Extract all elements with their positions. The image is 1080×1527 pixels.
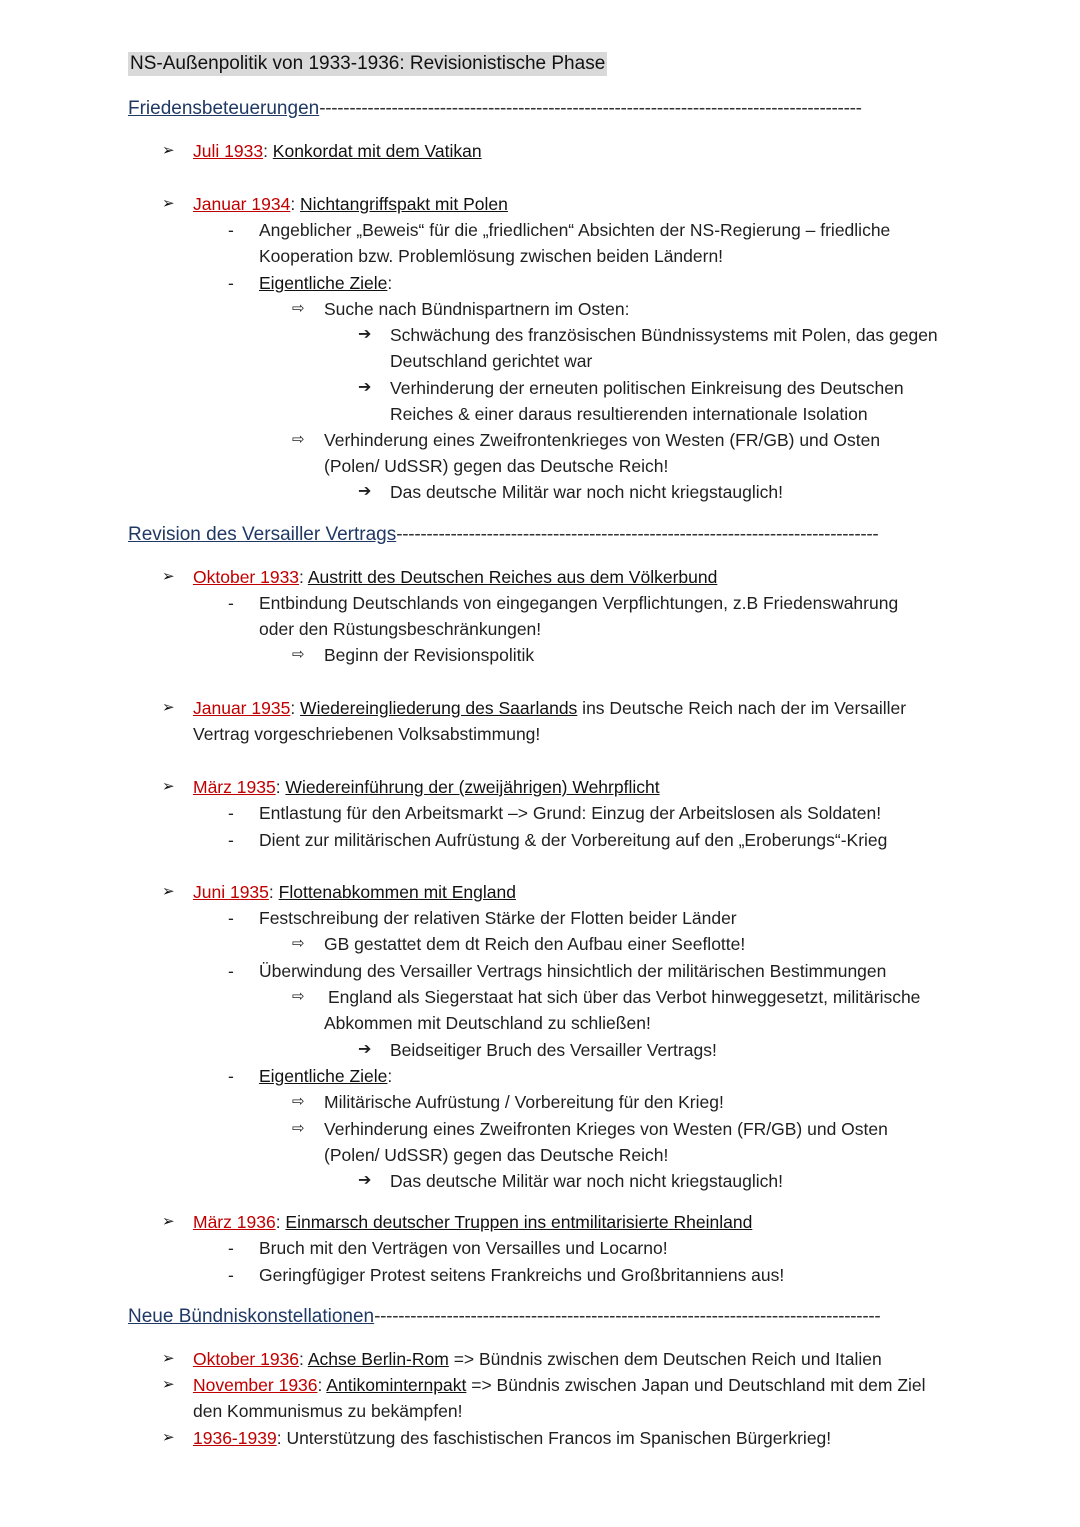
dash-bullet: - xyxy=(228,220,234,240)
dash-bullet: - xyxy=(228,803,234,823)
dash-bullet: - xyxy=(228,1066,234,1086)
text-line: Dient zur militärischen Aufrüstung & der Vorbereitung auf den „Eroberungs“-Krieg xyxy=(259,830,888,850)
goals-label: Eigentliche Ziele: xyxy=(259,1066,393,1086)
bold-arrow-icon: ➔ xyxy=(358,379,372,396)
text-line: Beidseitiger Bruch des Versailler Vertrags! xyxy=(390,1040,717,1060)
text-line: Festschreibung der relativen Stärke der Flotten beider Länder xyxy=(259,908,737,928)
triangle-bullet-icon: ➢ xyxy=(162,883,175,900)
event-oktober-1933: Oktober 1933: Austritt des Deutschen Reiches aus dem Völkerbund xyxy=(193,567,718,587)
text-line: Deutschland gerichtet war xyxy=(390,351,593,371)
text-line: GB gestattet dem dt Reich den Aufbau einer Seeflotte! xyxy=(324,934,746,954)
arrow-right-icon: ⇨ xyxy=(292,300,305,317)
text-line: Das deutsche Militär war noch nicht kriegstauglich! xyxy=(390,482,783,502)
text-line: England als Siegerstaat hat sich über das Verbot hinweggesetzt, militärische xyxy=(328,987,921,1007)
arrow-right-icon: ⇨ xyxy=(292,935,305,952)
text-line: Militärische Aufrüstung / Vorbereitung für den Krieg! xyxy=(324,1092,724,1112)
event-oktober-1936: Oktober 1936: Achse Berlin-Rom => Bündnis zwischen dem Deutschen Reich und Italien xyxy=(193,1349,882,1369)
text-line: Kooperation bzw. Problemlösung zwischen beiden Ländern! xyxy=(259,246,724,266)
triangle-bullet-icon: ➢ xyxy=(162,568,175,585)
text-line: oder den Rüstungsbeschränkungen! xyxy=(259,619,542,639)
text-line: Verhinderung eines Zweifronten Krieges von Westen (FR/GB) und Osten xyxy=(324,1119,888,1139)
text-line: den Kommunismus zu bekämpfen! xyxy=(193,1401,463,1421)
bold-arrow-icon: ➔ xyxy=(358,483,372,500)
event-januar-1934: Januar 1934: Nichtangriffspakt mit Polen xyxy=(193,194,508,214)
dash-bullet: - xyxy=(228,908,234,928)
page-title: NS-Außenpolitik von 1933-1936: Revisionistische Phase xyxy=(130,53,606,74)
text-line: Reiches & einer daraus resultierenden internationale Isolation xyxy=(390,404,868,424)
text-line: Verhinderung der erneuten politischen Einkreisung des Deutschen xyxy=(390,378,904,398)
text-line: Das deutsche Militär war noch nicht kriegstauglich! xyxy=(390,1171,783,1191)
event-maerz-1936: März 1936: Einmarsch deutscher Truppen ins entmilitarisierte Rheinland xyxy=(193,1212,753,1232)
bold-arrow-icon: ➔ xyxy=(358,326,372,343)
dash-bullet: - xyxy=(228,1238,234,1258)
event-november-1936: November 1936: Antikominternpakt => Bündnis zwischen Japan und Deutschland mit dem Ziel xyxy=(193,1375,926,1395)
text-line: Abkommen mit Deutschland zu schließen! xyxy=(324,1013,651,1033)
section-heading-buendnisse: Neue Bündniskonstellationen------------------------------------------------------------------------------------ xyxy=(128,1306,881,1327)
text-line: Beginn der Revisionspolitik xyxy=(324,645,535,665)
arrow-right-icon: ⇨ xyxy=(292,988,305,1005)
goals-label: Eigentliche Ziele: xyxy=(259,273,393,293)
triangle-bullet-icon: ➢ xyxy=(162,1429,175,1446)
text-line: (Polen/ UdSSR) gegen das Deutsche Reich! xyxy=(324,456,669,476)
text-line: Verhinderung eines Zweifrontenkrieges von Westen (FR/GB) und Osten xyxy=(324,430,881,450)
arrow-right-icon: ⇨ xyxy=(292,1093,305,1110)
triangle-bullet-icon: ➢ xyxy=(162,1350,175,1367)
arrow-right-icon: ⇨ xyxy=(292,646,305,663)
section-heading-revision: Revision des Versailler Vertrags-------------------------------------------------------------------------------- xyxy=(128,524,879,545)
arrow-right-icon: ⇨ xyxy=(292,431,305,448)
dash-bullet: - xyxy=(228,961,234,981)
bold-arrow-icon: ➔ xyxy=(358,1172,372,1189)
text-line: Angeblicher „Beweis“ für die „friedlichen“ Absichten der NS-Regierung – friedliche xyxy=(259,220,891,240)
bold-arrow-icon: ➔ xyxy=(358,1041,372,1058)
text-line: (Polen/ UdSSR) gegen das Deutsche Reich! xyxy=(324,1145,669,1165)
triangle-bullet-icon: ➢ xyxy=(162,778,175,795)
event-juni-1935: Juni 1935: Flottenabkommen mit England xyxy=(193,882,516,902)
text-line: Entlastung für den Arbeitsmarkt –> Grund: Einzug der Arbeitslosen als Soldaten! xyxy=(259,803,882,823)
dash-bullet: - xyxy=(228,830,234,850)
text-line: Entbindung Deutschlands von eingegangen Verpflichtungen, z.B Friedenswahrung xyxy=(259,593,899,613)
section-heading-friedensbeteuerungen: Friedensbeteuerungen------------------------------------------------------------------------------------------ xyxy=(128,98,862,119)
text-line: Geringfügiger Protest seitens Frankreichs und Großbritanniens aus! xyxy=(259,1265,785,1285)
text-line: Vertrag vorgeschriebenen Volksabstimmung! xyxy=(193,724,541,744)
event-1936-1939: 1936-1939: Unterstützung des faschistischen Francos im Spanischen Bürgerkrieg! xyxy=(193,1428,832,1448)
triangle-bullet-icon: ➢ xyxy=(162,1376,175,1393)
event-maerz-1935: März 1935: Wiedereinführung der (zweijährigen) Wehrpflicht xyxy=(193,777,660,797)
triangle-bullet-icon: ➢ xyxy=(162,1213,175,1230)
text-line: Bruch mit den Verträgen von Versailles und Locarno! xyxy=(259,1238,668,1258)
dash-bullet: - xyxy=(228,1265,234,1285)
text-line: Schwächung des französischen Bündnissystems mit Polen, das gegen xyxy=(390,325,938,345)
arrow-right-icon: ⇨ xyxy=(292,1120,305,1137)
text-line: Überwindung des Versailler Vertrags hinsichtlich der militärischen Bestimmungen xyxy=(259,961,887,981)
triangle-bullet-icon: ➢ xyxy=(162,195,175,212)
triangle-bullet-icon: ➢ xyxy=(162,142,175,159)
event-juli-1933: Juli 1933: Konkordat mit dem Vatikan xyxy=(193,141,482,161)
event-januar-1935: Januar 1935: Wiedereingliederung des Saarlands ins Deutsche Reich nach der im Versailler xyxy=(193,698,907,718)
text-line: Suche nach Bündnispartnern im Osten: xyxy=(324,299,630,319)
dash-bullet: - xyxy=(228,273,234,293)
dash-bullet: - xyxy=(228,593,234,613)
triangle-bullet-icon: ➢ xyxy=(162,699,175,716)
